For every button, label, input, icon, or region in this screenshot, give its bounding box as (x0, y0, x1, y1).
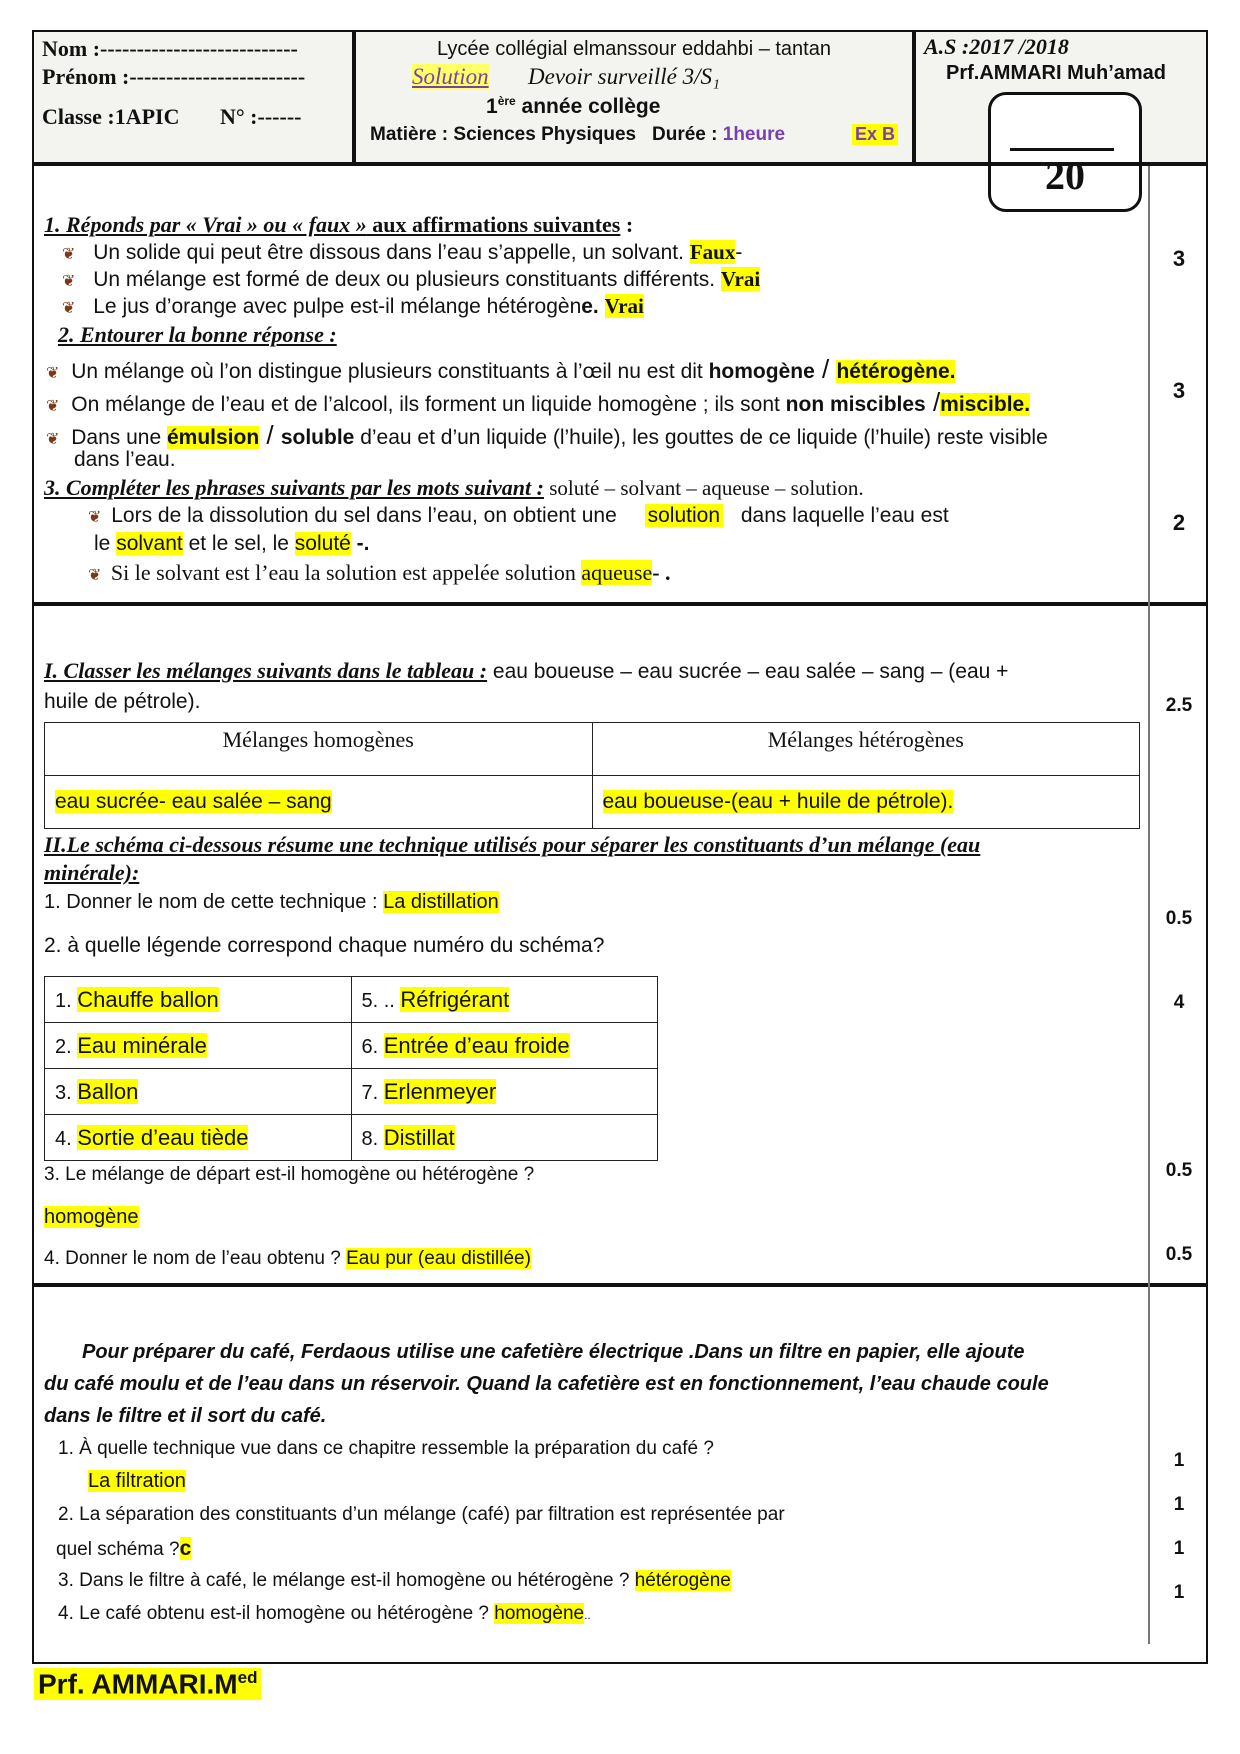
ex3-q1: 1. À quelle technique vue dans ce chapitre ressemble la préparation du café ? (58, 1438, 714, 1459)
ex3-intro: du café moulu et de l’eau dans un réservoir. Quand la cafetière est en fonctionnement, l’eau chaude coule (44, 1373, 1049, 1395)
devoir-label: Devoir surveillé 3/S₁ (528, 64, 720, 89)
table-header-homogeneous: Mélanges homogènes (45, 723, 593, 776)
numero-field: N° :------ (220, 104, 302, 129)
points-ex1-q2: 3 (1172, 378, 1186, 403)
ex2-q2: 2. à quelle légende correspond chaque numéro du schéma? (44, 934, 605, 957)
leaf-bullet-icon: ❦ (46, 398, 60, 415)
points-ex2-i: 2.5 (1165, 695, 1193, 716)
ex1-q2-title: 2. Entourer la bonne réponse : (58, 322, 337, 347)
ex1-q1-item: ❦ Un mélange est formé de deux ou plusieurs constituants différents. Vrai (62, 267, 761, 291)
ex1-q2-item-cont: dans l’eau. (74, 448, 176, 471)
table-header-heterogeneous: Mélanges hétérogènes (592, 723, 1140, 776)
leaf-bullet-icon: ❦ (62, 273, 76, 290)
ex3-intro: dans le filtre et il sort du café. (44, 1405, 327, 1427)
ex2-q3: 3. Le mélange de départ est-il homogène ou hétérogène ? (44, 1164, 535, 1185)
score-total: 20 (1045, 153, 1085, 198)
ex3-q2b: quel schéma ?c (56, 1537, 192, 1560)
legend-cell: 2. Eau minérale (45, 1023, 352, 1069)
leaf-bullet-icon: ❦ (46, 365, 60, 382)
legend-cell: 3. Ballon (45, 1069, 352, 1115)
leaf-bullet-icon: ❦ (88, 509, 102, 526)
legend-cell: 8. Distillat (351, 1115, 658, 1161)
duree-label: Durée : 1heure (652, 124, 786, 145)
ex3-q2: 2. La séparation des constituants d’un mélange (café) par filtration est représentée par (58, 1504, 785, 1525)
points-ex2-q3: 0.5 (1165, 1160, 1193, 1181)
ex2-ii-title: II.Le schéma ci-dessous résume une technique utilisés pour séparer les constituants d’un mélange (eau (44, 832, 981, 857)
ex1-q3-line3: ❦ Si le solvant est l’eau la solution est appelée solution aqueuse- . (88, 560, 671, 585)
solution-label: Solution (412, 64, 489, 89)
legend-table (44, 976, 658, 1161)
matiere-label: Matière : Sciences Physiques (370, 124, 637, 145)
legend-cell: 6. Entrée d’eau froide (351, 1023, 658, 1069)
legend-cell: 4. Sortie d’eau tiède (45, 1115, 352, 1161)
ex1-q3-line1: ❦ Lors de la dissolution du sel dans l’eau, on obtient une solution dans laquelle l’eau est (88, 504, 949, 527)
classe-field: Classe :1APIC (42, 104, 180, 129)
ex1-q1-title: 1. Réponds par « Vrai » ou « faux » aux affirmations suivantes : (44, 212, 634, 237)
ex1-q2-item: ❦ Dans une émulsion / soluble d’eau et d’un liquide (l’huile), les gouttes de ce liquide (l’huile) reste visible (46, 420, 1048, 450)
school-year: A.S :2017 /2018 (924, 34, 1069, 59)
ex1-q2-item: ❦ On mélange de l’eau et de l’alcool, ils forment un liquide homogène ; ils sont non miscibles /miscible. (46, 387, 1031, 417)
prenom-field: Prénom :------------------------ (42, 64, 306, 89)
exam-version-badge: Ex B (852, 124, 898, 145)
section-divider-2 (32, 1283, 1208, 1287)
nom-field: Nom :--------------------------- (42, 36, 298, 61)
ex1-q2-item: ❦ Un mélange où l’on distingue plusieurs constituants à l’œil nu est dit homogène / hétérogène. (46, 354, 956, 384)
points-ex3-q2: 1 (1173, 1494, 1185, 1515)
table-cell-heterogeneous: eau boueuse-(eau + huile de pétrole). (592, 776, 1140, 829)
leaf-bullet-icon: ❦ (88, 567, 102, 584)
legend-cell: 1. Chauffe ballon (45, 977, 352, 1023)
points-ex1-q1: 3 (1172, 246, 1186, 271)
ex2-q3-answer: homogène (44, 1206, 139, 1228)
teacher-name: Prf.AMMARI Muh’amad (946, 62, 1166, 84)
school-name: Lycée collégial elmanssour eddahbi – tantan (437, 38, 831, 60)
ex1-q1-item: ❦ Le jus d’orange avec pulpe est-il mélange hétérogène. Vrai (62, 294, 644, 318)
ex2-i-title: I. Classer les mélanges suivants dans le tableau : eau boueuse – eau sucrée – eau salée – sang – (eau + (44, 658, 1009, 683)
points-ex3-q1: 1 (1173, 1450, 1185, 1471)
table-cell-homogeneous: eau sucrée- eau salée – sang (45, 776, 593, 829)
ex1-q3-line2: le solvant et le sel, le soluté -. (94, 532, 370, 555)
section-divider-top (32, 162, 1208, 166)
legend-cell: 7. Erlenmeyer (351, 1069, 658, 1115)
ex2-q4: 4. Donner le nom de l’eau obtenu ? Eau pur (eau distillée) (44, 1248, 531, 1269)
ex3-q4: 4. Le café obtenu est-il homogène ou hétérogène ? homogène.. (58, 1603, 591, 1624)
ex2-ii-title-cont: minérale): (44, 860, 140, 885)
points-ex2-q1: 0.5 (1165, 908, 1193, 929)
points-ex2-q4: 0.5 (1165, 1244, 1193, 1265)
ex3-q3: 3. Dans le filtre à café, le mélange est-il homogène ou hétérogène ? hétérogène (58, 1570, 731, 1591)
legend-cell: 5. .. Réfrigérant (351, 977, 658, 1023)
ex2-q1: 1. Donner le nom de cette technique : La distillation (44, 891, 499, 913)
leaf-bullet-icon: ❦ (46, 431, 60, 448)
ex3-q1-answer: La filtration (88, 1470, 186, 1492)
ex1-q1-item: ❦ Un solide qui peut être dissous dans l’eau s’appelle, un solvant. Faux- (62, 240, 743, 264)
points-ex3-q4: 1 (1173, 1582, 1185, 1603)
ex2-i-title-cont: huile de pétrole). (44, 690, 201, 713)
mixtures-table (44, 722, 1140, 829)
ex3-intro: Pour préparer du café, Ferdaous utilise une cafetière électrique .Dans un filtre en papier, elle ajoute (82, 1341, 1025, 1363)
points-ex1-q3: 2 (1172, 510, 1186, 535)
points-ex3-q3: 1 (1173, 1538, 1185, 1559)
section-divider-1 (32, 602, 1208, 606)
leaf-bullet-icon: ❦ (62, 300, 76, 317)
score-line (1010, 148, 1114, 151)
annee-label: 1ère année collège (486, 94, 661, 118)
points-ex2-q2: 4 (1173, 992, 1185, 1013)
ex1-q3-title: 3. Compléter les phrases suivants par les mots suivant : soluté – solvant – aqueuse – solution. (44, 475, 864, 500)
footer-signature: Prf. $AMMARI.M^{ed}$ (34, 1668, 261, 1700)
leaf-bullet-icon: ❦ (62, 246, 76, 263)
